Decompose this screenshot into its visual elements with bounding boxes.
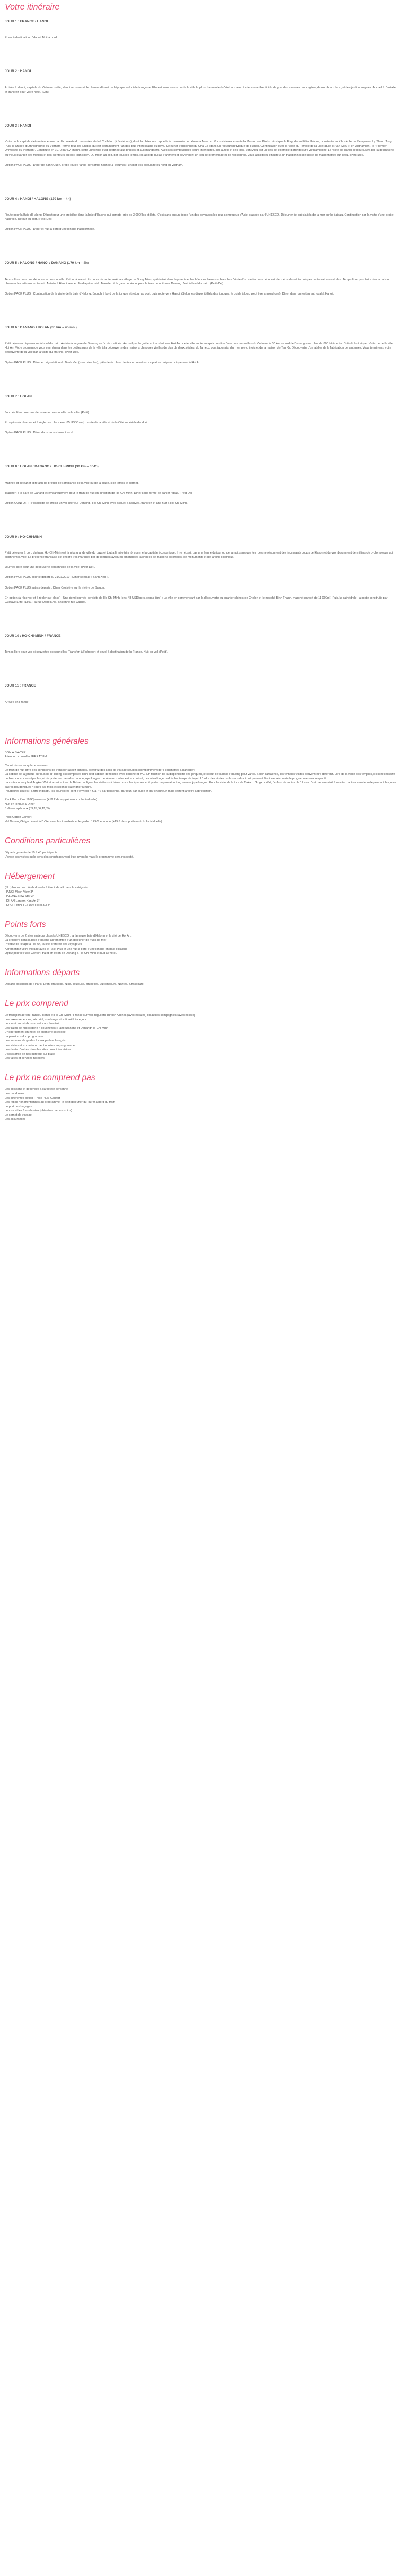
section-line: L'ordre des visites ou le sens des circuits peuvent être inversés mais le programme sera respecté. [5,855,134,859]
day-block [5,261,397,316]
day-paragraph: Option PACK PLUS pour le départ du 21/03/2019 : Dîner spécial « Banh Xeo ». [5,576,109,580]
section-line: Le train de nuit offre des conditions de transport assez simples, préférez des sacs de voyage souples (compartiment de 4 couchettes à partager) [5,768,195,772]
section-line: Les taxes aériennes, sécurité, surcharge et solidarité à ce jour [5,1018,86,1021]
section-lines [5,982,397,986]
day-paragraph: Option PACK PLUS : Dîner et dégustation du Banh Vac (rose blanche ), pâte de riz blanc farcie de crevettes, ce plat se prépare uniquement à Hoi An. [5,361,202,364]
section-line: Les visites et excursions mentionnées au programme [5,1044,75,1047]
section-hebergement [5,871,397,907]
day-title: JOUR 6 : DANANG / HOI AN (30 km – 45 mn.) [5,325,77,329]
day-paragraph: Petit déjeuner pique-nique à bord du train. Arrivée à la gare de Danang en fin de matinée. Accueil par le guide et transfert vers Hoi An , cette ville ancienne qui constitue l'une des merveilles du Vietnam, à 30 km au sud de Danang avec plus de 800 bâtiments d'intérêt historique. Visite de de la ville Hoi An. Votre promenade vous emmènera dans les petites rues de la ville à la découverte des maisons chinoises vieilles de plus de deux siècles, du fameux pont japonais, d'un temple chinois et de la maison de Tan Ky. Découverte d'un atelier de la fabrication de lanternes. Vous terminerez votre découverte de la ville par la visite du Marché. (Petit-Déj). [5,342,394,354]
itinerary-days [5,19,397,724]
section-line: Le carnet de voyage [5,1113,32,1117]
day-title: JOUR 4 : HANOI / HALONG (170 km – 4h) [5,197,71,201]
section-line: 5 dîners spéciaux (J3,J5,J6,J7,J9) [5,807,50,810]
section-heading: Le prix ne comprend pas [5,1073,95,1082]
day-paragraph: Envol à destination d'Hanoi. Nuit à bord. [5,36,58,40]
section-line: Les repas non mentionnés au programme, le petit déjeuner du jour 9 à bord du train [5,1100,115,1104]
section-line: Circuit dense au rythme soutenu. [5,764,49,768]
day-paragraph: Temps libre pour une découverte personnelle. Retour à Hanoi. En cours de route, arrêt au village de Dong Trieu, spécialisé dans la poterie et les faïences bleues et blanches. Visite d'un atelier pour découvrir de méthodes et techniques de travail ancestrales. Temps libre pour faire des achats ou observer les artisans au travail. Arrivée à Hanoi vers en fin d'après- midi. Transfert à la gare de Hanoi pour le train de nuit vers Danang. Nuit à bord du train. (Petit-Déj). [5,278,391,286]
day-title: JOUR 1 : FRANCE / HANOI [5,20,48,23]
section-lines [5,1087,397,1121]
section-line [5,794,397,798]
day-block [5,683,397,724]
day-title: JOUR 2 : HANOI [5,69,31,74]
section-lines [5,1013,397,1060]
section-line: Départs garantis de 10 à 40 participants. [5,851,58,854]
section-heading: Points forts [5,920,46,929]
day-block [5,325,397,385]
day-block [5,464,397,525]
section-line: L'assistance de nos bureaux sur place [5,1052,55,1056]
day-paragraph: En option (à réserver et à régler sur place env. 85 USD/pers) : visite de la ville et de la Cité Impériale de Hué. [5,421,148,425]
day-paragraph: En option (à réserver et à régler sur place) : Une demi-journée de visite de Ho-Chi-Minh (env. 48 USD/pers, repas libre) : La ville en commençant par la découverte du quartier chinois de Cholon et le marché Binh Thanh, marché couvert de 11 000m². Puis, la cathédrale, la poste construite par Gustave Eiffel (1891), la rue Dong Khoi, ancienne rue Catinat. [5,596,388,604]
info-sections [5,736,397,1122]
day-paragraph: Transfert à la gare de Danang et embarquement pour le train de nuit en direction de Ho-Chi-Minh. Dîner sous forme de panier repas. (Petit-Déj) [5,491,194,495]
section-points-forts [5,919,397,956]
section-line: Le visa et les frais de visa (obtention par vos soins) [5,1109,72,1113]
section-heading: Le prix comprend [5,999,68,1009]
section-heading: Informations générales [5,736,89,746]
section-line: La croisière dans la baie d'Halong agrémentée d'un déjeuner de fruits de mer [5,939,107,942]
day-paragraph: Option PACK PLUS : Dîner dans un restaurant local. [5,431,74,435]
section-line: Les assurances [5,1118,26,1121]
day-paragraph: Temps libre pour vos découvertes personnelles. Transfert à l'aéroport et envol à destination de la France. Nuit en vol. (Petit). [5,650,168,654]
section-line: HOI AN Lantern Kim An 3* [5,899,40,903]
section-line: Les différentes option : Pack Plus, Confort [5,1096,60,1100]
section-line: Pourboires usuels : à titre indicatif, les pourboires sont d'environ 4 € à 7 € par personne, par jour, par guide et par chauffeur, mais restent à votre appréciation. [5,790,212,794]
section-line: La cabine de la jonque sur la Baie d'Halong est composée d'un petit cabinet de toilette avec douche et WC. En fonction de la disponibilité des jonques, le circuit de la baie d'Halong peut varier. Selon l'affluence, les temples visités peuvent être différent. Lors de la visite des temples, il est nécessaire de bien couvrir ses épaules, et de porter un pantalon ou une jupe longue. Le réseau routier est encombré, ce qui rallonge parfois les temps de trajet. L'ordre des visites ou le sens du circuit peuvent être inversés, mais le programme sera respecté. [5,772,395,780]
section-prix-ne-comprend [5,1072,397,1121]
section-line: Attention: consulter l'ERRATUM [5,755,47,759]
day-paragraph: Route pour la Baie d'Halong. Départ pour une croisière dans la baie d'Halong qui compte près de 3 000 îles et îlots. C'est sans aucun doute l'un des paysages les plus somptueux d'Asie, classée par l'UNESCO. Déjeuner de spécialités de la mer sur le bateau. Continuation par la visite d'une grotte naturelle. Retour au port. (Petit-Déj) [5,213,394,221]
section-line: Profitez de l'étape à Hoi An, la cité préférée des voyageurs [5,943,82,947]
day-paragraph: Option CONFORT : Possibilité de choisir un vol intérieur Danang / Ho-Chi-Minh avec accueil à l'arrivée, transfert et une nuit à Ho-Chi-Minh. [5,501,188,505]
section-lines [5,934,397,956]
section-line: Agrémentez votre voyage avec le Pack Plus et une nuit à bord d'une jonque en baie d'Halong [5,947,128,951]
day-paragraph: Visite de la capitale vietnamienne avec la découverte du mausolée de Hô Chi Minh (à l'extérieur), dont l'architecture rappelle le mausolée de Lénine à Moscou. Vous visiterez ensuite la Maison sur Pilotis, ainsi que la Pagode au Pilier Unique, construite au XIe siècle par l'empereur Ly Thanh Tong. Puis, le Musée d'Ethnographie du Vietnam (fermé tous les lundis), qui est certainement l'un des plus intéressants du pays. Déjeuner traditionnel du Cha Ca (dans un restaurant typique de Hanoi). Continuation avec la visite du Temple de la Littérature (« Van Mieu » en vietnamien), le "Premier Université du Vietnam". Construite en 1070 par Ly Thanh, cette université était destinée aux princes et aux mandarins. Avec ses somptueuses cours intérieures, ses autels et ses toits, Van Mieu est un très bel exemple d'architecture vietnamienne. La visite de Hanoi se poursuivra par la découverte du vieux quartier des métiers et des alentours du lac Hoan Kiem. Du matin au soir, par tous les temps, les abords du lac s'animent et deviennent un lieu de promenade et de rencontres. Vous assisterez ensuite à un traditionnel spectacle de marionnettes sur l'eau. (Petit-Déj). [5,140,395,157]
section-line: Les services de guides locaux parlant français [5,1039,66,1043]
day-block [5,19,397,59]
section-line: L'hébergement en hôtel de première catégorie [5,1031,66,1035]
day-title: JOUR 8 : HOI AN / DANANG / HO-CHI-MINH (30 km – 0h45) [5,465,99,469]
section-line: Optez pour le Pack Confort, trajet en avion de Danang à Ho-Chi-Minh et nuit à l'hôtel. [5,951,117,955]
section-line: HALONG New Star 3* [5,895,34,898]
section-line [5,811,397,815]
page-title: Votre itinéraire [5,3,60,12]
day-title: JOUR 10 : HO-CHI-MINH / FRANCE [5,634,61,638]
section-lines [5,886,397,907]
day-block [5,534,397,624]
section-line: Les droits d'entrée dans les sites durant les visites [5,1048,71,1051]
section-lines [5,751,397,824]
page [0,0,402,1127]
day-block [5,123,397,187]
section-informations-departs [5,967,397,987]
section-lines [5,851,397,859]
day-paragraph: Option PACK PLUS : Dîner de Banh Cuon, crêpe roulée farcie de viande hachée & légumes : un plat très populaire du nord du Vietnam. [5,163,183,167]
day-paragraph: Option PACK PLUS : Continuation de la visite de la baie d'Halong. Brunch à bord de la jonque et retour au port, puis route vers Hanoi. (Selon les disponibilités des jonques, le guide à bord peut être anglophone). Dîner dans un restaurant local à Hanoi. [5,292,334,296]
day-block [5,69,397,114]
day-title: JOUR 7 : HOI AN [5,394,32,398]
day-block [5,634,397,674]
day-block [5,394,397,455]
day-paragraph: Journée libre pour une découverte personnelle de la ville. (Petit). [5,411,90,414]
day-paragraph: Petit déjeuner à bord du train. Ho-Chi-Minh est la plus grande ville du pays et tout affirmée très tôt comme la capitale économique. Il ne réussit pas une heure du jour ou de la nuit sans que les rues ne résonnent des incessants coups de klaxon et du vrombissement de milliers de cyclomoteurs qui sillonnent la ville. La présence française est encore très marquée par de longues avenues ombragées jalonnées de maisons coloniales, de monuments et de jardins coloniaux. [5,551,394,559]
section-line: Les taxes et services hôteliers [5,1056,45,1060]
section-line: Découverte de 2 sites majeurs classés UNESCO : la fameuse baie d'Halong et la cité de Hoi An. [5,934,132,938]
day-title: JOUR 3 : HANOI [5,123,31,128]
section-line: Les boissons et dépenses à caractère personnel [5,1088,69,1091]
section-line: La visite du temple d'Angkor Wat et aussi la tour de Bakam obligent les visiteurs à bien couvrir les épaules et à porter un pantalon long ou une jupe longue. Pour la visite de la tour de Bakan d'Angkor Wat, l'enfant de moins de 12 ans n'est pas autorisé à monter. La tour sera fermée pendant les jours sacrés bouddhiques 4 jours par mois et selon le calendrier lunaire. [5,781,397,789]
day-paragraph: Journée libre pour une découverte personnelle de la ville. (Petit-Déj). [5,566,95,569]
section-line: Le port des bagages [5,1104,32,1108]
section-line: Départs possibles de : Paris, Lyon, Marseille, Nice, Toulouse, Bruxelles, Luxembourg, Nantes, Strasbourg [5,983,144,986]
section-heading: Hébergement [5,871,55,881]
day-title: JOUR 5 : HALONG / HANOI / DANANG (170 km – 4h) [5,261,89,265]
day-paragraph: Option PACK PLUS autres départs : Dîner Croisière sur la rivière de Saigon. [5,586,105,590]
section-line: Le circuit en minibus ou autocar climatisé [5,1022,59,1026]
section-line: BON À SAVOIR [5,751,26,755]
day-title: JOUR 9 : HO-CHI-MINH [5,534,42,539]
section-prix-comprend [5,998,397,1060]
section-line: La pension selon programme [5,1035,43,1039]
section-conditions [5,835,397,859]
section-line: HO-CHI-MINH Le Duy Hotel 3/3 3* [5,903,51,907]
day-paragraph: Arrivée en France. [5,700,30,704]
section-line: Le transport aérien France / Hanoi et Ho-Chi-Minh / France sur vols réguliers Turkish Airlines (avec escales) ou autres compagnies (avec escale) [5,1013,195,1017]
section-line: (NL.) Noms des hôtels donnés à titre indicatif dans la catégorie [5,886,88,890]
section-line: Les trains de nuit (cabine 4 couchettes) Hanoi/Danang et Danang/Ho-Chi-Minh [5,1027,109,1030]
section-informations-generales [5,736,397,824]
section-heading: Conditions particulières [5,836,91,846]
day-paragraph: Option PACK PLUS : Dîner et nuit à bord d'une jonque traditionnelle. [5,228,95,231]
section-line: Nuit en jonque & Dîner [5,803,35,806]
day-paragraph: Arrivée à Hanoi, capitale du Vietnam unifié, Hanoi a conservé le charme désuet de l'époque coloniale française. Elle est sans aucun doute la ville la plus charmante du Vietnam avec toute son authenticité, de grandes avenues ombragées, de nombreux lacs, et des jardins soignés. Accueil à l'arrivée et transfert pour votre hôtel. (Dîn). [5,86,396,94]
section-heading: Informations départs [5,968,80,977]
day-title: JOUR 11 : FRANCE [5,684,36,688]
section-line: Pack Option Confort [5,815,32,819]
section-line: Les pourboires [5,1092,25,1095]
day-paragraph: Matinée et déjeuner libre afin de profiter de l'ambiance de la ville ou de la plage, si le temps le permet. [5,481,139,485]
section-line: Vol Danang/Saigon + nuit à l'hôtel avec les transferts et le guide : 129€/personne (+19 € de supplément ch. Individuelle) [5,819,162,823]
day-block [5,197,397,252]
section-line: HANOI Moon View 3* [5,890,33,894]
section-line: Pack Pack Plus 169€/personne (+19 € de supplément ch. Individuelle) [5,798,97,802]
section-line [5,759,397,763]
